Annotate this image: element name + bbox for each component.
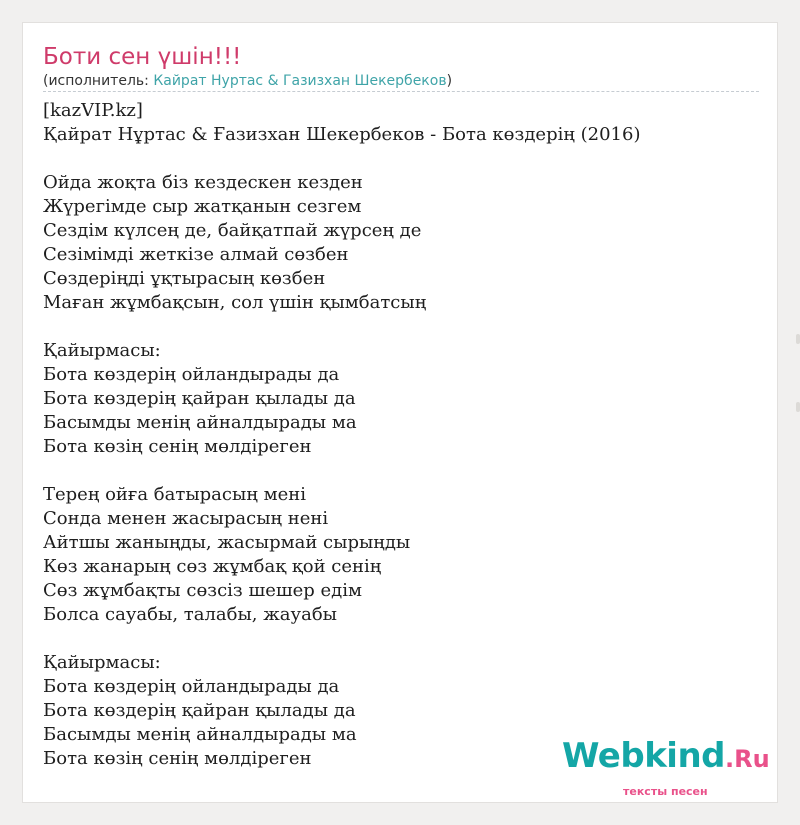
logo-web-text: Webkind [562, 736, 725, 776]
webkind-logo[interactable] [562, 736, 770, 798]
lyrics-text: [kazVIP.kz] Қайрат Нұртас & Ғазизхан Шекербеков - Бота көздерің (2016) Ойда жоқта біз кездескен кезден Жүрегімде сыр жатқанын сезгем Сездім күлсең де, байқатпай жүрсең де Сезімімді жеткізе алмай сөзбен Сөздеріңді ұқтырасың көзбен Маған жұмбақсын, сол үшін қымбатсың Қайырмасы: Бота көздерің ойландырады да Бота көздерің қайран қылады да Басымды менің айналдырады ма Бота көзің сенің мөлдіреген Терең ойға батырасың мені Сонда менен жасырасың нені Айтшы жаныңды, жасырмай сырыңды Көз жанарың сөз жұмбақ қой сенің Сөз жұмбақты сөзсіз шешер едім Болса сауабы, талабы, жауабы Қайырмасы: Бота көздерің ойландырады да Бота көздерің қайран қылады да Басымды менің айналдырады ма Бота көзің сенің мөлдіреген [43, 100, 641, 769]
lyrics-card [22, 22, 778, 803]
edge-marker [796, 334, 800, 344]
artist-prefix: (исполнитель: [43, 73, 154, 89]
logo-tagline: тексты песен [623, 785, 708, 798]
logo-wordmark [562, 736, 770, 779]
logo-ru-text: .Ru [725, 745, 770, 773]
artist-link[interactable]: Кайрат Нуртас & Газизхан Шекербеков [153, 73, 447, 89]
song-title: Боти сен үшін!!! [43, 44, 242, 70]
edge-marker [796, 402, 800, 412]
title-divider [43, 91, 759, 92]
artist-line [43, 72, 452, 90]
artist-suffix: ) [446, 73, 453, 89]
